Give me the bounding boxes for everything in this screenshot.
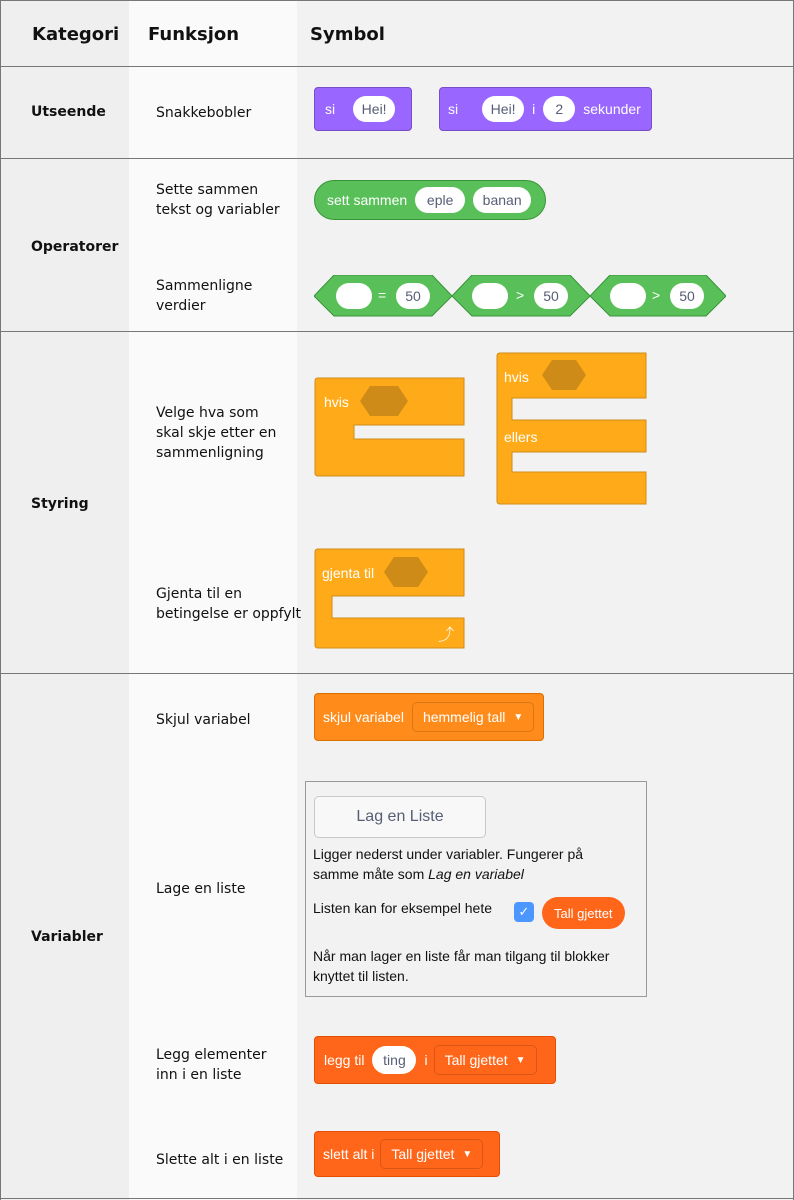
function-compare-line1: Sammenligne bbox=[156, 278, 253, 294]
make-list-info-box bbox=[305, 781, 647, 997]
say-secs-text-input[interactable]: Hei! bbox=[482, 96, 524, 122]
join-input-a[interactable]: eple bbox=[415, 187, 465, 213]
chevron-down-icon: ▼ bbox=[513, 711, 524, 723]
if-block bbox=[314, 377, 466, 485]
list-name-chip: Tall gjettet bbox=[542, 897, 625, 929]
clear-list-label: slett alt i bbox=[323, 1146, 375, 1162]
say-secs-label: si bbox=[448, 101, 459, 117]
repeat-until-block bbox=[314, 548, 466, 656]
info-line4: Når man lager en liste får man tilgang til blokker bbox=[313, 948, 610, 964]
loop-arrow-icon: ⤴ bbox=[438, 625, 455, 644]
add-to-list-block bbox=[314, 1036, 556, 1084]
join-input-b[interactable]: banan bbox=[473, 187, 531, 213]
compare-greater-2-op: > bbox=[652, 287, 661, 303]
function-join bbox=[156, 180, 280, 220]
header-function: Funksjon bbox=[148, 24, 240, 45]
chevron-down-icon: ▼ bbox=[462, 1148, 473, 1160]
function-hide-variable: Skjul variabel bbox=[156, 712, 251, 728]
if-label: hvis bbox=[324, 394, 349, 410]
info-line2-em: Lag en variabel bbox=[428, 866, 524, 882]
if-else-if-label: hvis bbox=[504, 369, 529, 385]
compare-block-greater-1 bbox=[452, 275, 590, 317]
say-secs-number-input[interactable]: 2 bbox=[543, 96, 575, 122]
make-list-note bbox=[313, 946, 643, 986]
function-make-list: Lage en liste bbox=[156, 881, 246, 897]
compare-greater-1-right[interactable]: 50 bbox=[534, 283, 568, 309]
add-to-list-label: legg til bbox=[324, 1052, 365, 1068]
repeat-until-label: gjenta til bbox=[322, 565, 375, 581]
chevron-down-icon: ▼ bbox=[515, 1054, 526, 1066]
header-symbol: Symbol bbox=[310, 24, 385, 45]
function-clear-list: Slette alt i en liste bbox=[156, 1152, 284, 1168]
add-to-list-dropdown-value: Tall gjettet bbox=[444, 1052, 508, 1068]
clear-list-dropdown-value: Tall gjettet bbox=[391, 1146, 455, 1162]
compare-block-greater-2 bbox=[590, 275, 726, 317]
hide-variable-dropdown[interactable] bbox=[412, 702, 534, 732]
compare-greater-2-right[interactable]: 50 bbox=[670, 283, 704, 309]
compare-greater-2-left[interactable] bbox=[610, 283, 646, 309]
info-line2 bbox=[313, 864, 643, 884]
clear-list-dropdown[interactable] bbox=[380, 1139, 483, 1169]
make-list-button[interactable]: Lag en Liste bbox=[314, 796, 486, 838]
compare-block-equals bbox=[314, 275, 452, 317]
hide-variable-dropdown-value: hemmelig tall bbox=[422, 709, 506, 725]
category-operatorer: Operatorer bbox=[31, 239, 119, 255]
say-text-input[interactable]: Hei! bbox=[353, 96, 395, 122]
function-if-line2: skal skje etter en bbox=[156, 425, 277, 441]
make-list-description bbox=[313, 844, 643, 884]
join-label: sett sammen bbox=[327, 192, 408, 208]
header-category: Kategori bbox=[32, 24, 120, 45]
function-compare-line2: verdier bbox=[156, 298, 206, 314]
compare-equals-right[interactable]: 50 bbox=[396, 283, 430, 309]
if-else-block bbox=[496, 352, 648, 512]
function-add-line2: inn i en liste bbox=[156, 1067, 242, 1083]
function-if-line1: Velge hva som bbox=[156, 405, 259, 421]
category-utseende: Utseende bbox=[31, 104, 106, 120]
function-repeat-line2: betingelse er oppfylt bbox=[156, 606, 302, 622]
info-line1: Ligger nederst under variabler. Fungerer på bbox=[313, 846, 584, 862]
compare-greater-1-op: > bbox=[516, 287, 525, 303]
info-line3: Listen kan for eksempel hete bbox=[313, 900, 492, 916]
say-secs-mid: i bbox=[532, 101, 536, 117]
checkbox-checked-icon[interactable]: ✓ bbox=[514, 902, 534, 922]
join-block bbox=[314, 180, 546, 220]
hide-variable-label: skjul variabel bbox=[323, 709, 404, 725]
function-add-to-list bbox=[156, 1045, 267, 1085]
say-label: si bbox=[325, 101, 336, 117]
say-block bbox=[314, 87, 412, 131]
category-variabler: Variabler bbox=[31, 929, 103, 945]
category-styring: Styring bbox=[31, 496, 89, 512]
hide-variable-block bbox=[314, 693, 544, 741]
function-snakkebobler: Snakkebobler bbox=[156, 105, 252, 121]
function-add-line1: Legg elementer bbox=[156, 1047, 267, 1063]
function-repeat-until bbox=[156, 584, 301, 624]
function-if bbox=[156, 403, 276, 463]
add-to-list-dropdown[interactable] bbox=[434, 1045, 537, 1075]
function-compare bbox=[156, 276, 252, 316]
say-for-secs-block bbox=[439, 87, 652, 131]
info-line2-pre: samme måte som bbox=[313, 866, 429, 882]
info-line5: knyttet til listen. bbox=[313, 968, 409, 984]
function-repeat-line1: Gjenta til en bbox=[156, 586, 242, 602]
function-join-line2: tekst og variabler bbox=[156, 202, 280, 218]
clear-list-block bbox=[314, 1131, 500, 1177]
add-to-list-mid: i bbox=[424, 1052, 428, 1068]
compare-equals-left[interactable] bbox=[336, 283, 372, 309]
say-secs-end: sekunder bbox=[583, 101, 641, 117]
compare-greater-1-left[interactable] bbox=[472, 283, 508, 309]
function-join-line1: Sette sammen bbox=[156, 182, 259, 198]
compare-equals-op: = bbox=[378, 287, 387, 303]
add-to-list-item-input[interactable]: ting bbox=[372, 1046, 416, 1074]
function-if-line3: sammenligning bbox=[156, 445, 264, 461]
if-else-else-label: ellers bbox=[504, 429, 538, 445]
